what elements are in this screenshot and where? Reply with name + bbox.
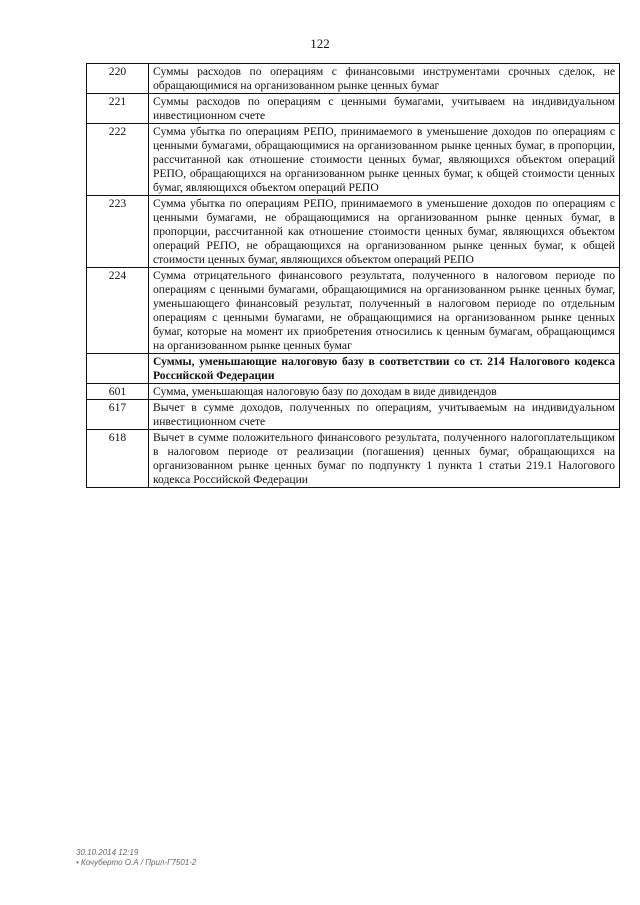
table-row	[87, 268, 620, 354]
table-row	[87, 124, 620, 196]
row-code: 220	[87, 64, 149, 94]
row-description: Вычет в сумме доходов, полученных по операциям, учитываемым на индивидуальном инвестиционном счете	[149, 400, 620, 430]
table-row	[87, 430, 620, 488]
document-registration-stamp	[76, 848, 196, 868]
table-row	[87, 384, 620, 400]
section-title: Суммы, уменьшающие налоговую базу в соответствии со ст. 214 Налогового кодекса Российской Федерации	[149, 354, 620, 384]
table-row	[87, 196, 620, 268]
stamp-reference: • Кочуберто О.А / Прил-Г7501-2	[76, 858, 197, 867]
row-description: Вычет в сумме положительного финансового результата, полученного налогоплательщиком в налоговом периоде от реализации (погашения) ценных бумаг, обращающихся на организованном рынке ценных бумаг по подпункту 1 пункта 1 статьи 219.1 Налогового кодекса Российской Федерации	[149, 430, 620, 488]
table-row	[87, 94, 620, 124]
row-code: 617	[87, 400, 149, 430]
row-description: Сумма убытка по операциям РЕПО, принимаемого в уменьшение доходов по операциям с ценными бумагами, обращающимися на организованном рынке ценных бумаг, в пропорции, рассчитанной как отношение стоимости ценных бумаг, являющихся объектом операций РЕПО, обращающихся на организованном рынке ценных бумаг, к общей стоимости ценных бумаг, являющихся объектом операций РЕПО	[149, 124, 620, 196]
stamp-date: 30.10.2014 12:19	[76, 848, 139, 857]
table-row	[87, 64, 620, 94]
section-header-row	[87, 354, 620, 384]
row-description: Суммы расходов по операциям с финансовыми инструментами срочных сделок, не обращающимися на организованном рынке ценных бумаг	[149, 64, 620, 94]
row-description: Сумма отрицательного финансового результата, полученного в налоговом периоде по операциям с ценными бумагами, обращающимися на организованном рынке ценных бумаг, уменьшающего финансовый результат, полученный в налоговом периоде по отдельным операциям с ценными бумагами, не обращающимися на организованном рынке ценных бумаг, которые на момент их приобретения относились к ценным бумагам, обращающимся на организованном рынке ценных бумаг	[149, 268, 620, 354]
row-description: Сумма убытка по операциям РЕПО, принимаемого в уменьшение доходов по операциям с ценными бумагами, не обращающимися на организованном рынке ценных бумаг, в пропорции, рассчитанной как отношение стоимости ценных бумаг, являющихся объектом операций РЕПО, не обращающихся на организованном рынке ценных бумаг, к общей стоимости ценных бумаг, являющихся объектом операций РЕПО	[149, 196, 620, 268]
section-code	[87, 354, 149, 384]
row-description: Суммы расходов по операциям с ценными бумагами, учитываем на индивидуальном инвестиционном счете	[149, 94, 620, 124]
row-code: 601	[87, 384, 149, 400]
table-row	[87, 400, 620, 430]
row-code: 223	[87, 196, 149, 268]
row-code: 618	[87, 430, 149, 488]
row-code: 222	[87, 124, 149, 196]
row-description: Сумма, уменьшающая налоговую базу по доходам в виде дивидендов	[149, 384, 620, 400]
page-number: 122	[310, 36, 330, 51]
row-code: 221	[87, 94, 149, 124]
income-deduction-codes-table	[86, 63, 620, 488]
row-code: 224	[87, 268, 149, 354]
